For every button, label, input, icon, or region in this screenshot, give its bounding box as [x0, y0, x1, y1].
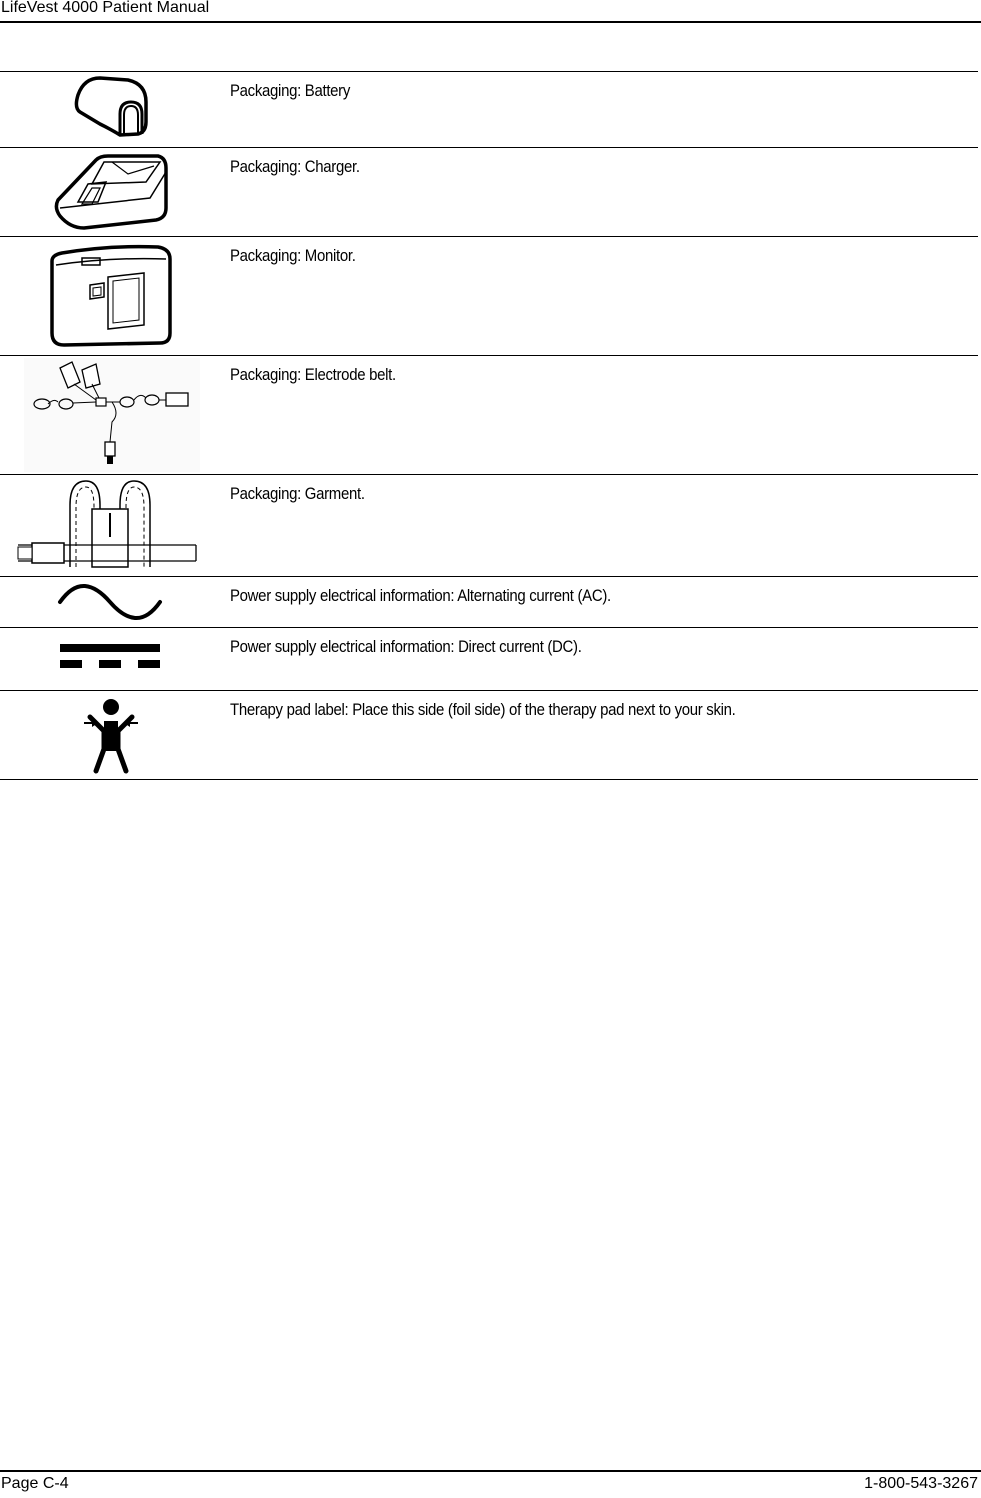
monitor-icon — [0, 237, 220, 355]
direct-current-icon — [0, 628, 220, 690]
row-description: Packaging: Battery — [230, 81, 351, 100]
row-description: Power supply electrical information: Direct current (DC). — [230, 637, 582, 656]
table-row — [0, 475, 978, 577]
table-row — [0, 148, 978, 237]
page-footer — [0, 1470, 981, 1498]
row-description: Therapy pad label: Place this side (foil side) of the therapy pad next to your skin. — [230, 700, 736, 719]
charger-icon — [0, 148, 220, 236]
garment-icon — [0, 475, 220, 576]
row-description: Packaging: Monitor. — [230, 246, 356, 265]
row-description: Packaging: Electrode belt. — [230, 365, 396, 384]
phone-number: 1-800-543-3267 — [864, 1475, 978, 1492]
table-row — [0, 691, 978, 780]
alternating-current-icon — [0, 577, 220, 627]
manual-title: LifeVest 4000 Patient Manual — [1, 0, 210, 16]
row-description: Packaging: Charger. — [230, 157, 360, 176]
symbol-table — [0, 71, 978, 780]
table-row — [0, 577, 978, 628]
page-header — [0, 0, 981, 23]
electrode-belt-icon — [0, 356, 220, 474]
table-row — [0, 72, 978, 148]
table-row — [0, 237, 978, 356]
page-number: Page C-4 — [1, 1475, 69, 1492]
table-row — [0, 628, 978, 691]
table-row — [0, 356, 978, 475]
row-description: Power supply electrical information: Alternating current (AC). — [230, 586, 611, 605]
row-description: Packaging: Garment. — [230, 484, 365, 503]
therapy-pad-skin-side-icon — [0, 691, 220, 779]
battery-icon — [0, 72, 220, 147]
